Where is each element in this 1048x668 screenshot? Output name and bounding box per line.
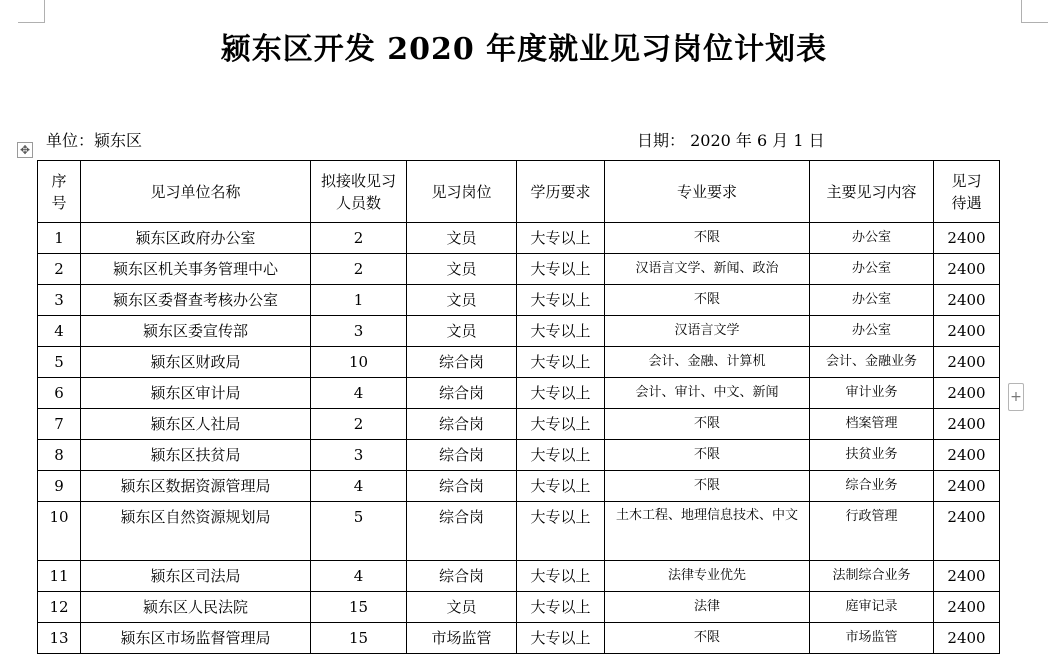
table-header-row — [38, 161, 1000, 223]
unit-name: 颍东区自然资源规划局 — [81, 502, 311, 561]
major-requirement: 法律专业优先 — [605, 561, 810, 592]
unit-name: 颍东区机关事务管理中心 — [81, 254, 311, 285]
position: 文员 — [407, 223, 517, 254]
stipend: 2400 — [934, 440, 1000, 471]
major-requirement: 不限 — [605, 440, 810, 471]
major-requirement: 汉语言文学、新闻、政治 — [605, 254, 810, 285]
major-requirement: 土木工程、地理信息技术、中文 — [605, 502, 810, 561]
unit-name: 颍东区扶贫局 — [81, 440, 311, 471]
row-number: 11 — [38, 561, 81, 592]
headcount: 1 — [311, 285, 407, 316]
header-cell: 主要见习内容 — [810, 161, 934, 223]
row-number: 10 — [38, 502, 81, 561]
education-requirement: 大专以上 — [517, 561, 605, 592]
row-number: 4 — [38, 316, 81, 347]
unit-name: 颍东区数据资源管理局 — [81, 471, 311, 502]
stipend: 2400 — [934, 285, 1000, 316]
page-corner-mark-top-left — [18, 0, 45, 23]
position: 综合岗 — [407, 409, 517, 440]
main-content: 行政管理 — [810, 502, 934, 561]
stipend: 2400 — [934, 223, 1000, 254]
education-requirement: 大专以上 — [517, 440, 605, 471]
headcount: 2 — [311, 254, 407, 285]
major-requirement: 不限 — [605, 223, 810, 254]
table-row — [38, 440, 1000, 471]
main-content: 办公室 — [810, 316, 934, 347]
table-row — [38, 502, 1000, 561]
date-label: 日期： 2020 年 6 月 1 日 — [637, 131, 825, 150]
education-requirement: 大专以上 — [517, 502, 605, 561]
major-requirement: 不限 — [605, 409, 810, 440]
add-column-plus-icon[interactable]: + — [1008, 383, 1024, 411]
unit-name: 颍东区司法局 — [81, 561, 311, 592]
row-number: 12 — [38, 592, 81, 623]
education-requirement: 大专以上 — [517, 623, 605, 654]
unit-name: 颍东区财政局 — [81, 347, 311, 378]
education-requirement: 大专以上 — [517, 471, 605, 502]
main-content: 办公室 — [810, 285, 934, 316]
header-cell: 拟接收见习人员数 — [311, 161, 407, 223]
position: 文员 — [407, 592, 517, 623]
position: 市场监管 — [407, 623, 517, 654]
table-row — [38, 316, 1000, 347]
stipend: 2400 — [934, 471, 1000, 502]
table-row — [38, 561, 1000, 592]
stipend: 2400 — [934, 409, 1000, 440]
education-requirement: 大专以上 — [517, 254, 605, 285]
major-requirement: 会计、审计、中文、新闻 — [605, 378, 810, 409]
headcount: 4 — [311, 561, 407, 592]
major-requirement: 法律 — [605, 592, 810, 623]
position: 文员 — [407, 254, 517, 285]
table-row — [38, 285, 1000, 316]
header-cell: 序号 — [38, 161, 81, 223]
headcount: 3 — [311, 440, 407, 471]
table-row — [38, 378, 1000, 409]
unit-name: 颍东区委督查考核办公室 — [81, 285, 311, 316]
education-requirement: 大专以上 — [517, 409, 605, 440]
table-row — [38, 223, 1000, 254]
stipend: 2400 — [934, 561, 1000, 592]
table-row — [38, 471, 1000, 502]
major-requirement: 汉语言文学 — [605, 316, 810, 347]
major-requirement: 不限 — [605, 471, 810, 502]
table-row — [38, 254, 1000, 285]
headcount: 3 — [311, 316, 407, 347]
main-content: 会计、金融业务 — [810, 347, 934, 378]
headcount: 2 — [311, 409, 407, 440]
unit-name: 颍东区审计局 — [81, 378, 311, 409]
document-title: 颍东区开发 2020 年度就业见习岗位计划表 — [220, 32, 828, 67]
education-requirement: 大专以上 — [517, 223, 605, 254]
table-row — [38, 409, 1000, 440]
major-requirement: 不限 — [605, 623, 810, 654]
main-content: 法制综合业务 — [810, 561, 934, 592]
row-number: 13 — [38, 623, 81, 654]
headcount: 5 — [311, 502, 407, 561]
unit-name: 颍东区人民法院 — [81, 592, 311, 623]
stipend: 2400 — [934, 254, 1000, 285]
row-number: 2 — [38, 254, 81, 285]
main-content: 审计业务 — [810, 378, 934, 409]
headcount: 4 — [311, 378, 407, 409]
position: 综合岗 — [407, 561, 517, 592]
main-content: 扶贫业务 — [810, 440, 934, 471]
row-number: 6 — [38, 378, 81, 409]
row-number: 9 — [38, 471, 81, 502]
main-content: 庭审记录 — [810, 592, 934, 623]
unit-name: 颍东区市场监督管理局 — [81, 623, 311, 654]
position: 综合岗 — [407, 440, 517, 471]
main-content: 档案管理 — [810, 409, 934, 440]
main-content: 市场监管 — [810, 623, 934, 654]
stipend: 2400 — [934, 316, 1000, 347]
row-number: 7 — [38, 409, 81, 440]
header-cell: 学历要求 — [517, 161, 605, 223]
education-requirement: 大专以上 — [517, 592, 605, 623]
major-requirement: 不限 — [605, 285, 810, 316]
position: 文员 — [407, 285, 517, 316]
main-content: 办公室 — [810, 223, 934, 254]
table-row — [38, 623, 1000, 654]
header-cell: 专业要求 — [605, 161, 810, 223]
row-number: 1 — [38, 223, 81, 254]
unit-name: 颍东区政府办公室 — [81, 223, 311, 254]
education-requirement: 大专以上 — [517, 347, 605, 378]
position: 综合岗 — [407, 347, 517, 378]
table-move-handle-icon[interactable]: ✥ — [17, 142, 33, 158]
education-requirement: 大专以上 — [517, 316, 605, 347]
headcount: 2 — [311, 223, 407, 254]
header-cell: 见习岗位 — [407, 161, 517, 223]
unit-name: 颍东区人社局 — [81, 409, 311, 440]
position: 综合岗 — [407, 471, 517, 502]
headcount: 10 — [311, 347, 407, 378]
unit-name: 颍东区委宣传部 — [81, 316, 311, 347]
major-requirement: 会计、金融、计算机 — [605, 347, 810, 378]
headcount: 4 — [311, 471, 407, 502]
unit-label: 单位：颍东区 — [46, 131, 143, 150]
header-cell: 见习待遇 — [934, 161, 1000, 223]
table-row — [38, 592, 1000, 623]
position: 文员 — [407, 316, 517, 347]
stipend: 2400 — [934, 378, 1000, 409]
row-number: 3 — [38, 285, 81, 316]
headcount: 15 — [311, 623, 407, 654]
headcount: 15 — [311, 592, 407, 623]
education-requirement: 大专以上 — [517, 285, 605, 316]
row-number: 5 — [38, 347, 81, 378]
header-cell: 见习单位名称 — [81, 161, 311, 223]
main-content: 办公室 — [810, 254, 934, 285]
stipend: 2400 — [934, 347, 1000, 378]
table-row — [38, 347, 1000, 378]
main-content: 综合业务 — [810, 471, 934, 502]
page-corner-mark-top-right — [1021, 0, 1048, 23]
position: 综合岗 — [407, 378, 517, 409]
internship-plan-table — [37, 160, 1000, 654]
stipend: 2400 — [934, 623, 1000, 654]
row-number: 8 — [38, 440, 81, 471]
education-requirement: 大专以上 — [517, 378, 605, 409]
stipend: 2400 — [934, 502, 1000, 561]
position: 综合岗 — [407, 502, 517, 561]
stipend: 2400 — [934, 592, 1000, 623]
